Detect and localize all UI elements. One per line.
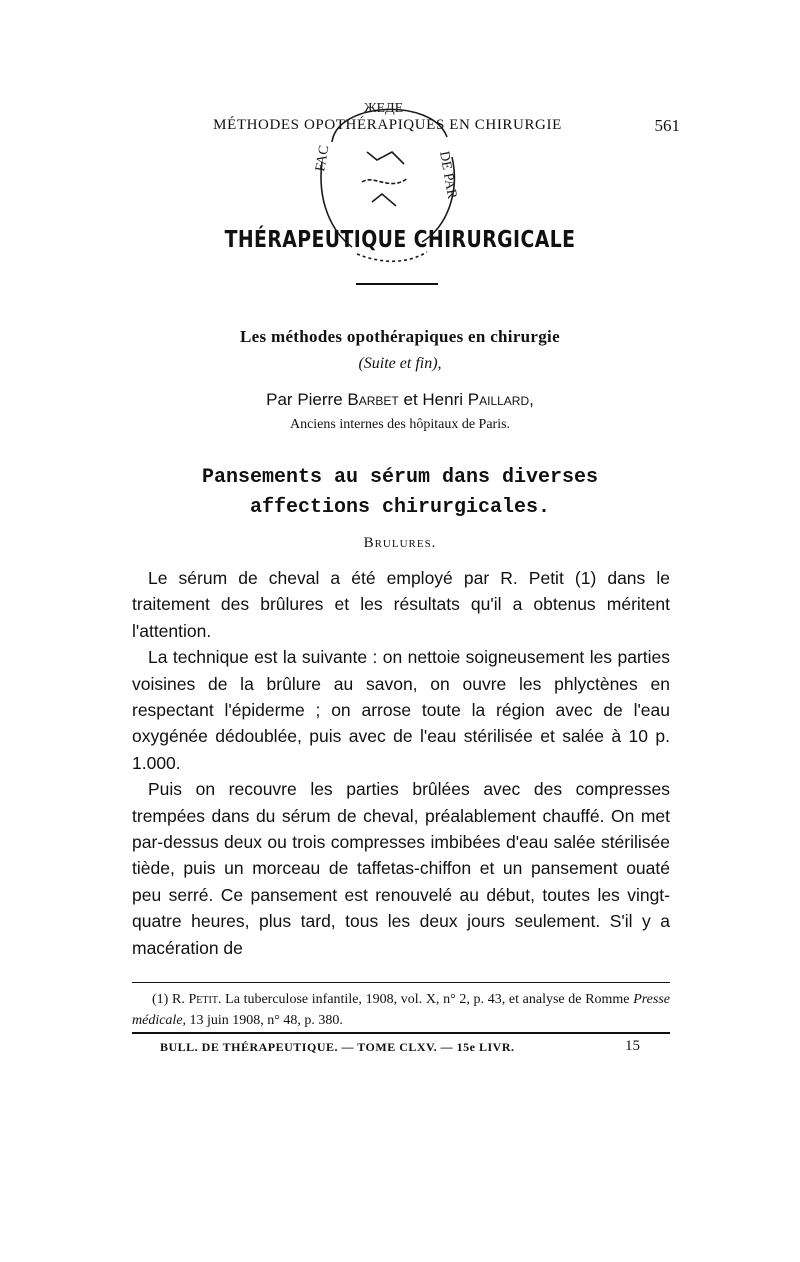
paragraph: La technique est la suivante : on nettoie soigneusement les parties voisines de la brûlure au savon, on ouvre les phlyctènes en respectant l'épiderme ; on arrose toute la région avec de l'eau oxygénée dédoublée, puis avec de l'eau stérilisée et salée à 10 p. 1.000. (132, 647, 670, 773)
svg-text:DE PAR: DE PAR (436, 150, 460, 201)
footnote-journal: Presse médicale, (132, 992, 671, 1028)
printer-signature (160, 1040, 640, 1060)
article-subtitle: (Suite et fin), (358, 355, 442, 372)
authors-line (0, 390, 800, 410)
section-heading-line-2: affections chirurgicales. (249, 496, 551, 519)
footnote-text-b: 13 juin 1908, n° 48, p. 380. (189, 1013, 343, 1028)
author-barbet: Barbet (347, 390, 399, 409)
footnote-marker: (1) R. (152, 992, 185, 1007)
page-number: 561 (654, 116, 680, 135)
footnote (132, 989, 670, 1031)
author-paillard: Paillard, (467, 390, 534, 409)
body-text (132, 565, 670, 961)
article-title: Les méthodes opothérapiques en chirurgie (240, 327, 560, 346)
sub-heading-brulures: Brulures. (363, 535, 437, 551)
section-heading-line-1: Pansements au sérum dans diverses (201, 466, 599, 489)
authors-prefix: Par Pierre (266, 390, 343, 409)
authors-join: et Henri (403, 390, 464, 409)
running-title: MÉTHODES OPOTHÉRAPIQUES EN CHIRURGIE (213, 117, 562, 133)
signature-rule (132, 1032, 670, 1034)
signature-number: 15 (625, 1038, 640, 1054)
svg-text:ЖЕДЕ: ЖЕДЕ (364, 101, 404, 116)
footnote-text-a: La tuberculose infantile, 1908, vol. X, n° 2, p. 43, et analyse de Romme (225, 992, 630, 1007)
footnote-author: Petit. (188, 992, 222, 1007)
title-rule (356, 283, 438, 285)
section-heading (170, 463, 630, 523)
paragraph: Puis on recouvre les parties brûlées avec des compresses trempées dans du sérum de cheval, préalablement chauffé. On met par-dessus deux ou trois compresses imbibées d'eau salée stérilisée tiède, puis un morceau de taffetas-chiffon et un pansement ouaté peu serré. Ce pansement est renouvelé au début, toutes les vingt-quatre heures, plus tard, tous les deux jours seulement. S'il y a macération de (132, 779, 670, 958)
affiliation: Anciens internes des hôpitaux de Paris. (289, 417, 511, 432)
footnote-rule (132, 982, 670, 983)
paragraph: Le sérum de cheval a été employé par R. Petit (1) dans le traitement des brûlures et les résultats qu'il a obtenus méritent l'attention. (132, 568, 670, 641)
signature-text: BULL. DE THÉRAPEUTIQUE. — TOME CLXV. — 15e LIVR. (160, 1040, 515, 1054)
svg-text:FAC: FAC (313, 144, 333, 173)
section-title: THÉRAPEUTIQUE CHIRURGICALE (224, 227, 576, 253)
